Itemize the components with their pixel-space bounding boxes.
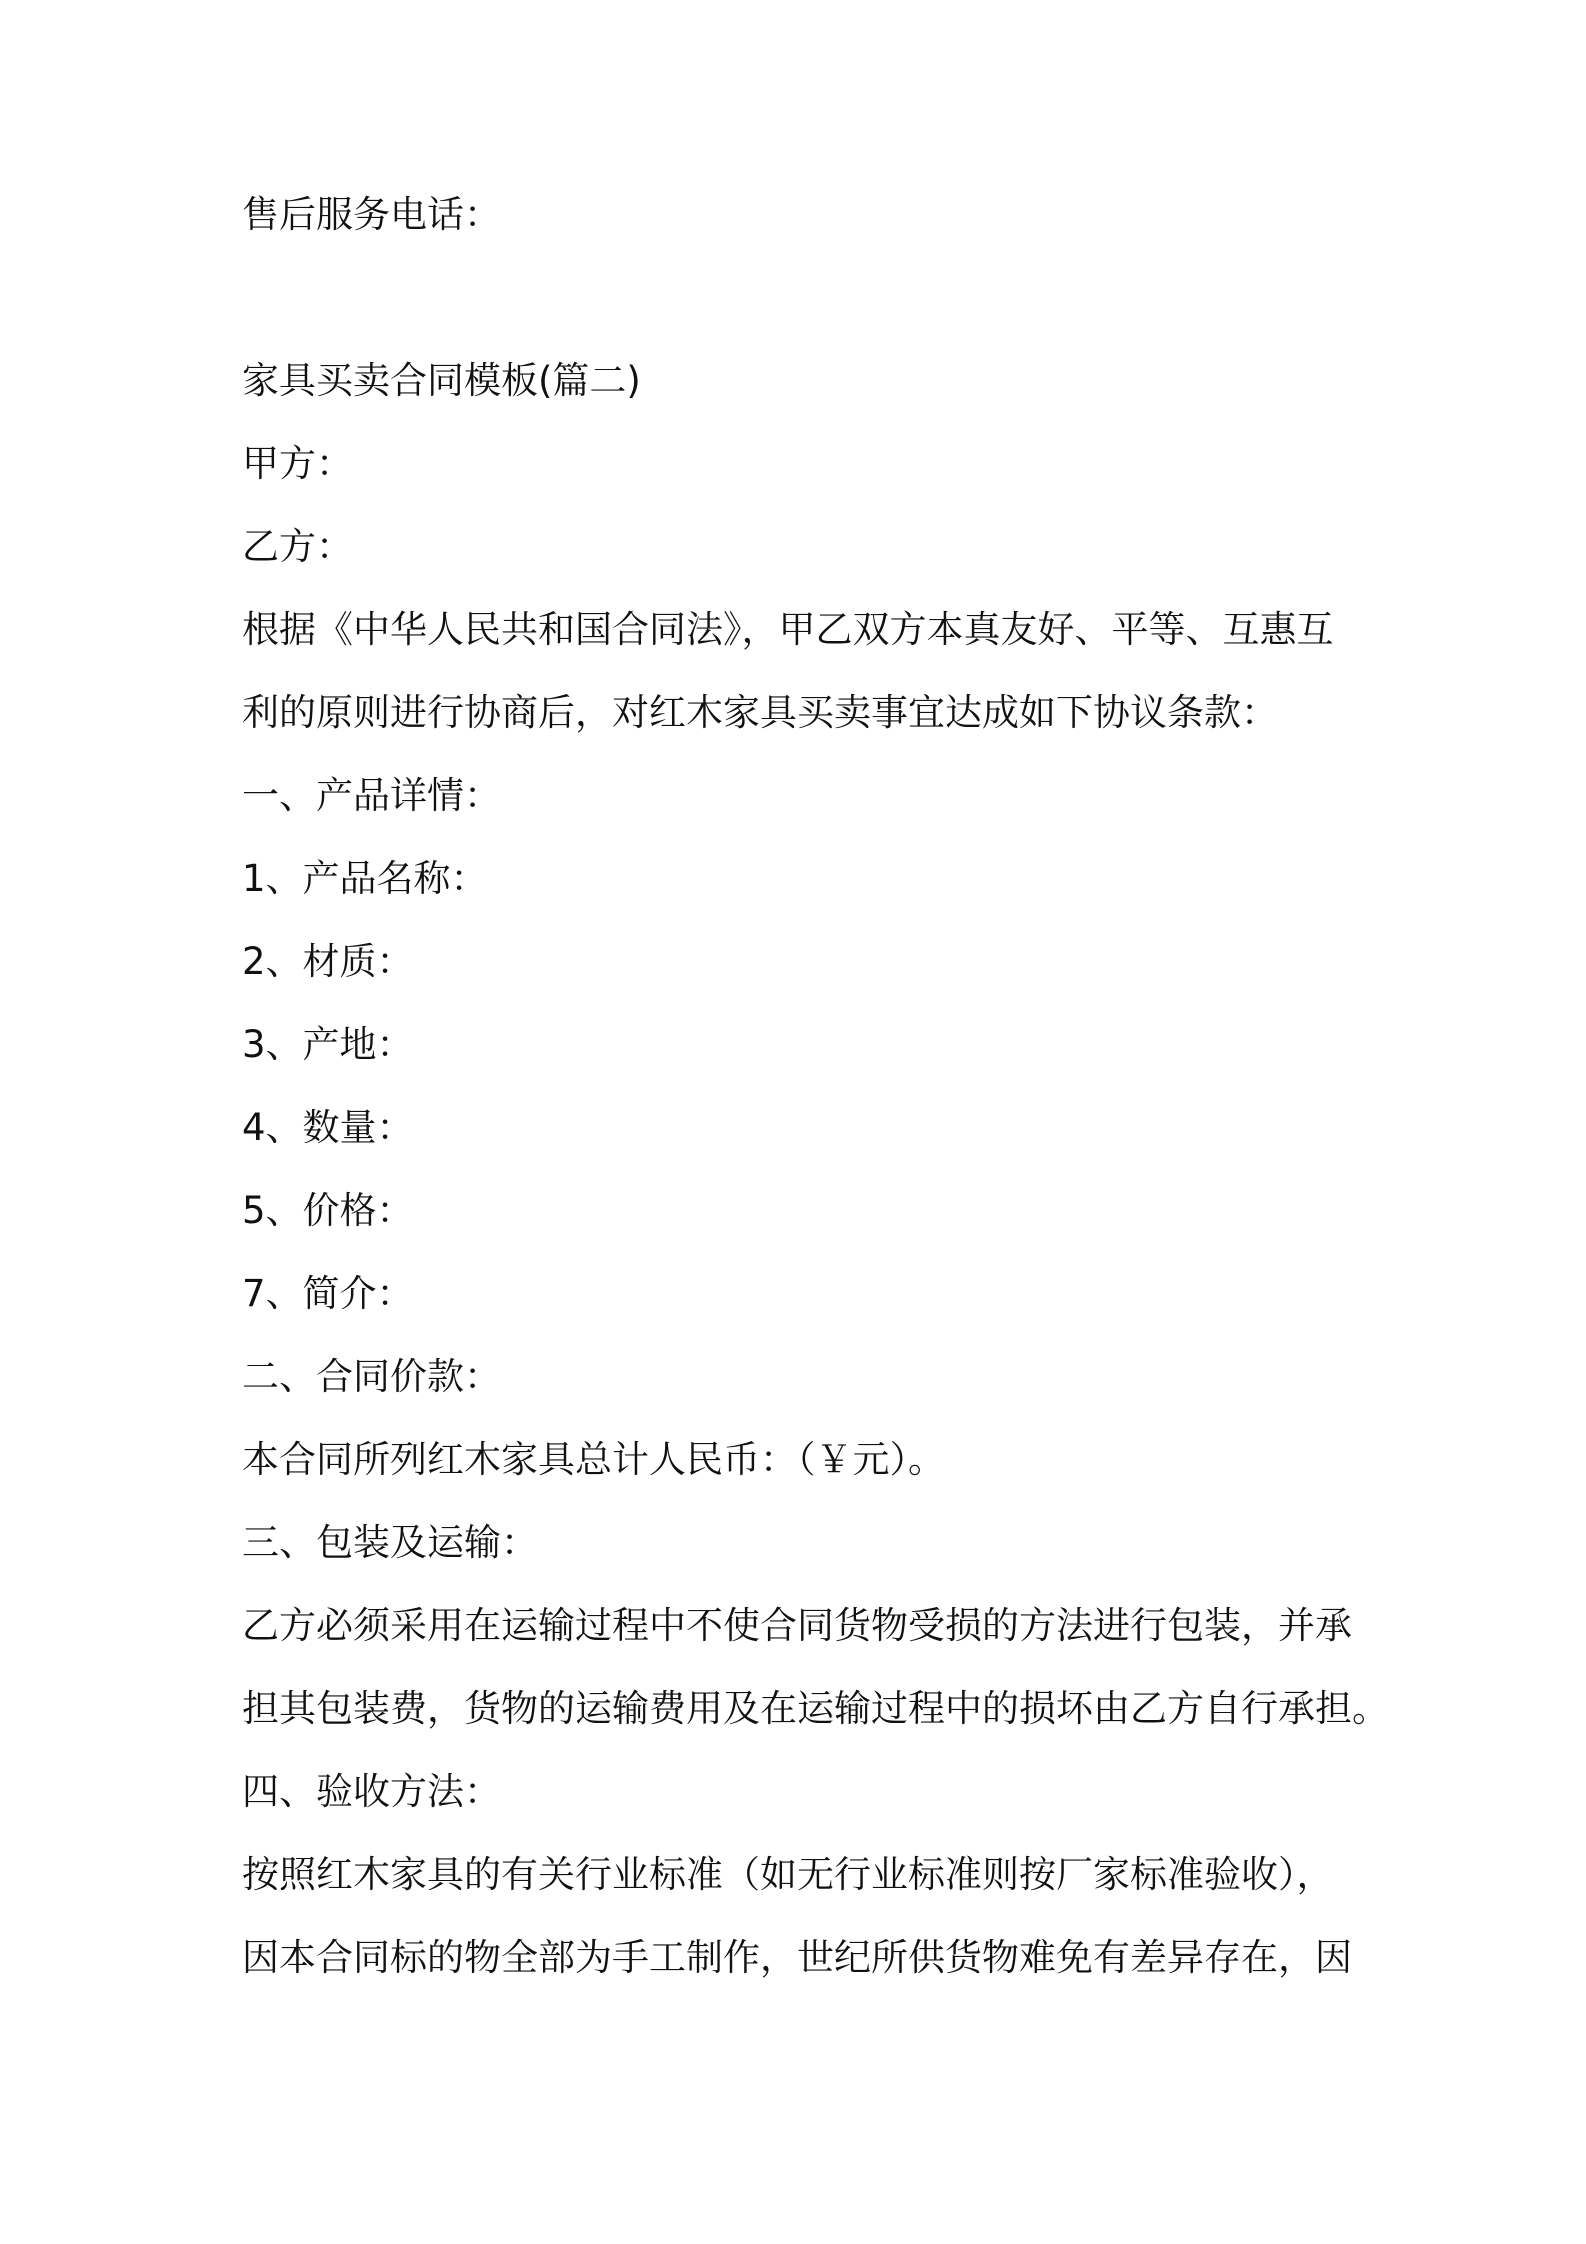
packaging-paragraph-line-1: 乙方必须采用在运输过程中不使合同货物受损的方法进行包装，并承 [242, 1604, 1352, 1647]
party-a-line: 甲方： [242, 442, 353, 485]
party-b-line: 乙方： [242, 525, 353, 568]
document-body [242, 193, 1389, 2021]
item-quantity: 4、数量： [242, 1106, 414, 1149]
inspection-paragraph-line-1: 按照红木家具的有关行业标准（如无行业标准则按厂家标准验收）， [242, 1853, 1334, 1896]
section-3-heading: 三、包装及运输： [242, 1521, 538, 1564]
contract-price-line: 本合同所列红木家具总计人民币：（￥元）。 [242, 1438, 945, 1481]
section-1-heading: 一、产品详情： [242, 774, 501, 817]
after-sales-phone-line: 售后服务电话： [242, 193, 501, 236]
intro-paragraph-line-2: 利的原则进行协商后，对红木家具买卖事宜达成如下协议条款： [242, 691, 1278, 734]
inspection-paragraph-line-2: 因本合同标的物全部为手工制作，世纪所供货物难免有差异存在，因 [242, 1936, 1352, 1979]
packaging-paragraph-line-2: 担其包装费，货物的运输费用及在运输过程中的损坏由乙方自行承担。 [242, 1687, 1389, 1730]
item-origin: 3、产地： [242, 1023, 414, 1066]
section-2-heading: 二、合同价款： [242, 1355, 501, 1398]
section-4-heading: 四、验收方法： [242, 1770, 501, 1813]
item-introduction: 7、简介： [242, 1272, 414, 1315]
item-material: 2、材质： [242, 940, 414, 983]
contract-title: 家具买卖合同模板(篇二) [242, 359, 641, 402]
blank-line [242, 278, 1382, 361]
item-price: 5、价格： [242, 1189, 414, 1232]
intro-paragraph-line-1: 根据《中华人民共和国合同法》，甲乙双方本真友好、平等、互惠互 [242, 608, 1334, 651]
item-product-name: 1、产品名称： [242, 857, 488, 900]
